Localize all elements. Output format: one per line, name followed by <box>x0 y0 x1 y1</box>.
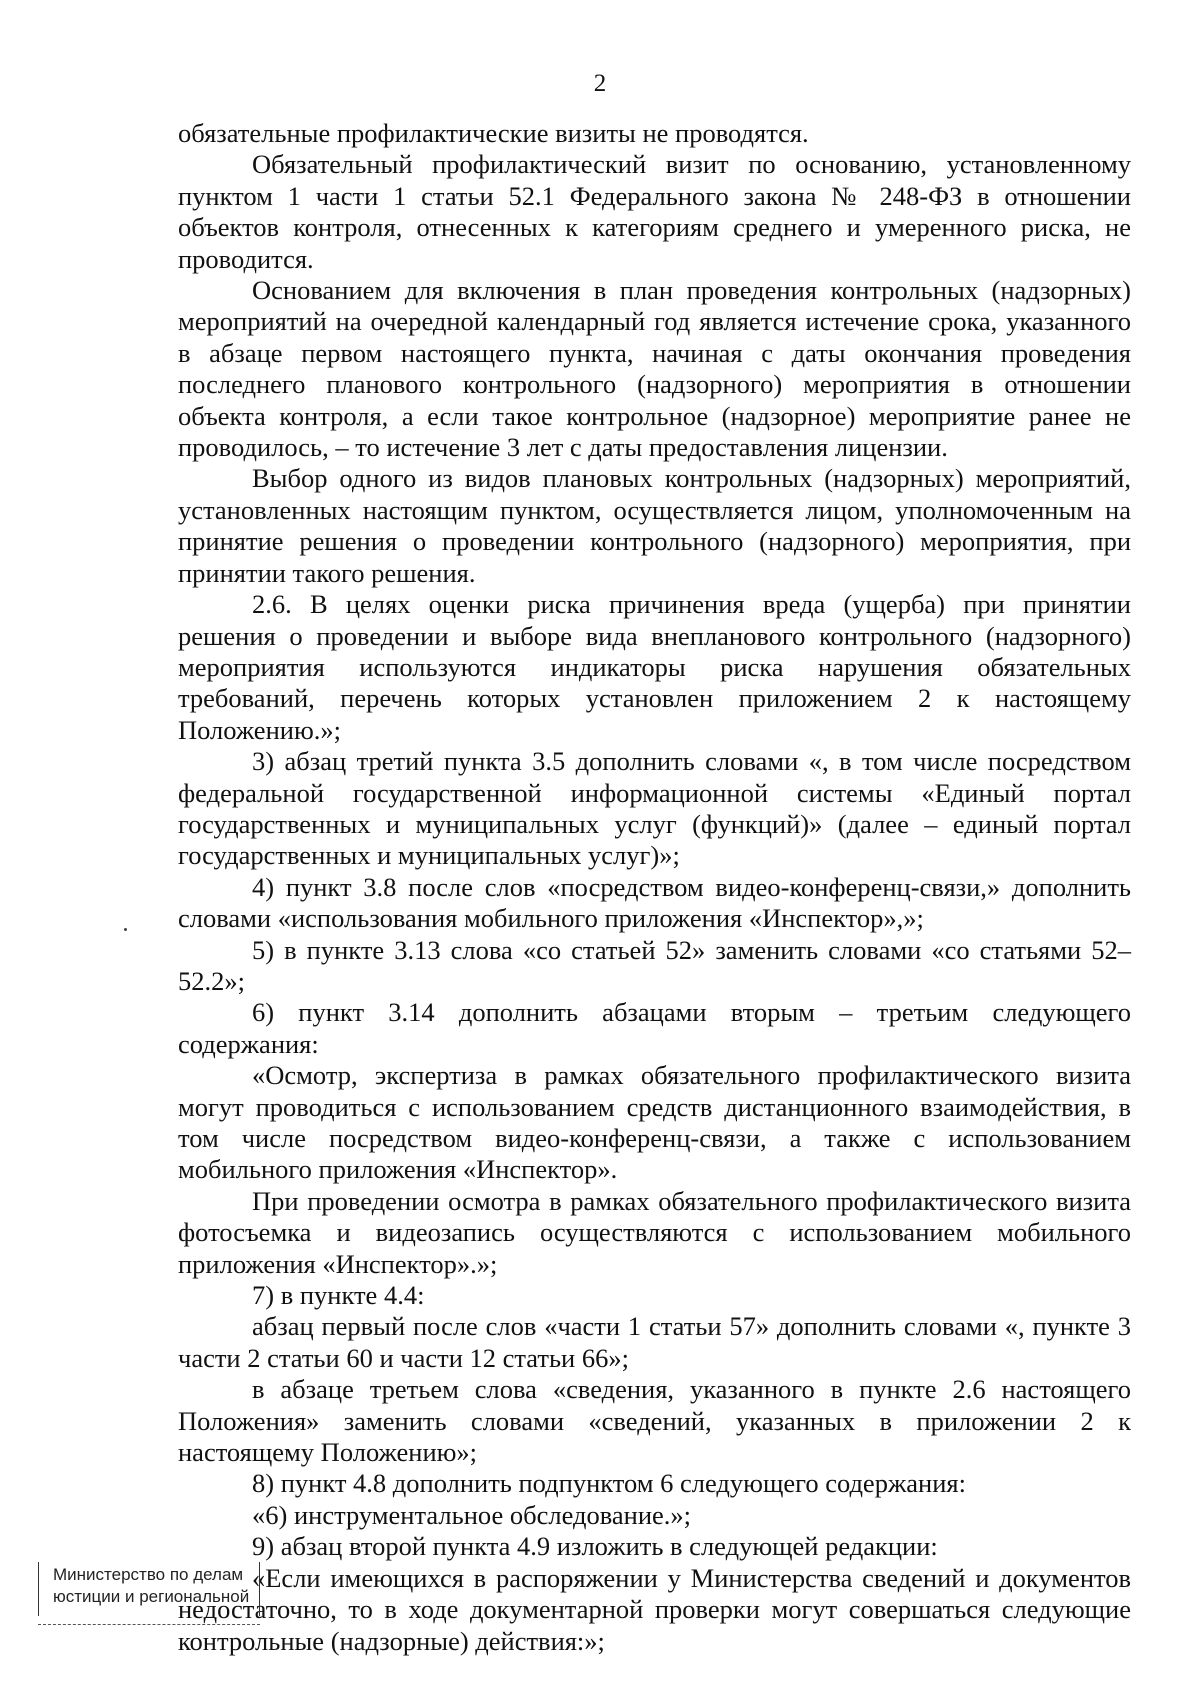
registration-stamp <box>38 1562 260 1616</box>
paragraph: «Осмотр, экспертиза в рамках обязательного профилактического визита могут проводиться с использованием средств дистанционного взаимодействия, в том числе посредством видео-конференц-связи, а также с использованием мобильного приложения «Инспектор». <box>178 1060 1131 1185</box>
paragraph: Обязательный профилактический визит по основанию, установленному пунктом 1 части 1 статьи 52.1 Федерального закона № 248-ФЗ в отношении объектов контроля, отнесенных к категориям среднего и умеренного риска, не проводится. <box>178 149 1131 274</box>
stamp-line-2: юстиции и региональной <box>53 1587 250 1606</box>
paragraph: абзац первый после слов «части 1 статьи 57» дополнить словами «, пункте 3 части 2 статьи 60 и части 12 статьи 66»; <box>178 1311 1131 1373</box>
stamp-line-1: Министерство по делам <box>53 1565 244 1584</box>
paragraph: обязательные профилактические визиты не проводятся. <box>178 118 809 148</box>
stamp-dashed-border <box>38 1624 260 1625</box>
paragraph: «Если имеющихся в распоряжении у Министерства сведений и документов недостаточно, то в ходе документарной проверки могут совершаться следующие контрольные (надзорные) действия:»; <box>178 1562 1131 1656</box>
paragraph: 6) пункт 3.14 дополнить абзацами вторым – третьим следующего содержания: <box>178 997 1131 1059</box>
paragraph: «6) инструментальное обследование.»; <box>252 1499 691 1530</box>
page-number: 2 <box>593 70 607 97</box>
paragraph: 2.6. В целях оценки риска причинения вреда (ущерба) при принятии решения о проведении и выборе вида внепланового контрольного (надзорного) мероприятия используются индикаторы риска нарушения обязательных требований, перечень которых установлен приложением 2 к настоящему Положению.»; <box>178 589 1131 745</box>
paragraph: 8) пункт 4.8 дополнить подпунктом 6 следующего содержания: <box>252 1468 966 1499</box>
paragraph: Основанием для включения в план проведения контрольных (надзорных) мероприятий на очередной календарный год является истечение срока, указанного в абзаце первом настоящего пункта, начиная с даты окончания проведения последнего планового контрольного (надзорного) мероприятия в отношении объекта контроля, а если такое контрольное (надзорное) мероприятие ранее не проводилось, – то истечение 3 лет с даты предоставления лицензии. <box>178 275 1131 463</box>
paragraph: 5) в пункте 3.13 слова «со статьей 52» заменить словами «со статьями 52–52.2»; <box>178 934 1131 996</box>
paragraph: 3) абзац третий пункта 3.5 дополнить словами «, в том числе посредством федеральной государственной информационной системы «Единый портал государственных и муниципальных услуг (функций)» (далее – единый портал государственных и муниципальных услуг)»; <box>178 746 1131 871</box>
scan-speck <box>124 928 127 931</box>
paragraph: в абзаце третьем слова «сведения, указанного в пункте 2.6 настоящего Положения» заменить словами «сведений, указанных в приложении 2 к настоящему Положению»; <box>178 1374 1131 1468</box>
paragraph: Выбор одного из видов плановых контрольных (надзорных) мероприятий, установленных настоящим пунктом, осуществляется лицом, уполномоченным на принятие решения о проведении контрольного (надзорного) мероприятия, при принятии такого решения. <box>178 463 1131 588</box>
paragraph: При проведении осмотра в рамках обязательного профилактического визита фотосъемка и видеозапись осуществляются с использованием мобильного приложения «Инспектор».»; <box>178 1185 1131 1279</box>
document-body <box>178 118 1131 1657</box>
paragraph: 7) в пункте 4.4: <box>252 1280 425 1311</box>
paragraph: 4) пункт 3.8 после слов «посредством видео-конференц-связи,» дополнить словами «использования мобильного приложения «Инспектор»,»; <box>178 871 1131 934</box>
paragraph: 9) абзац второй пункта 4.9 изложить в следующей редакции: <box>252 1531 938 1562</box>
